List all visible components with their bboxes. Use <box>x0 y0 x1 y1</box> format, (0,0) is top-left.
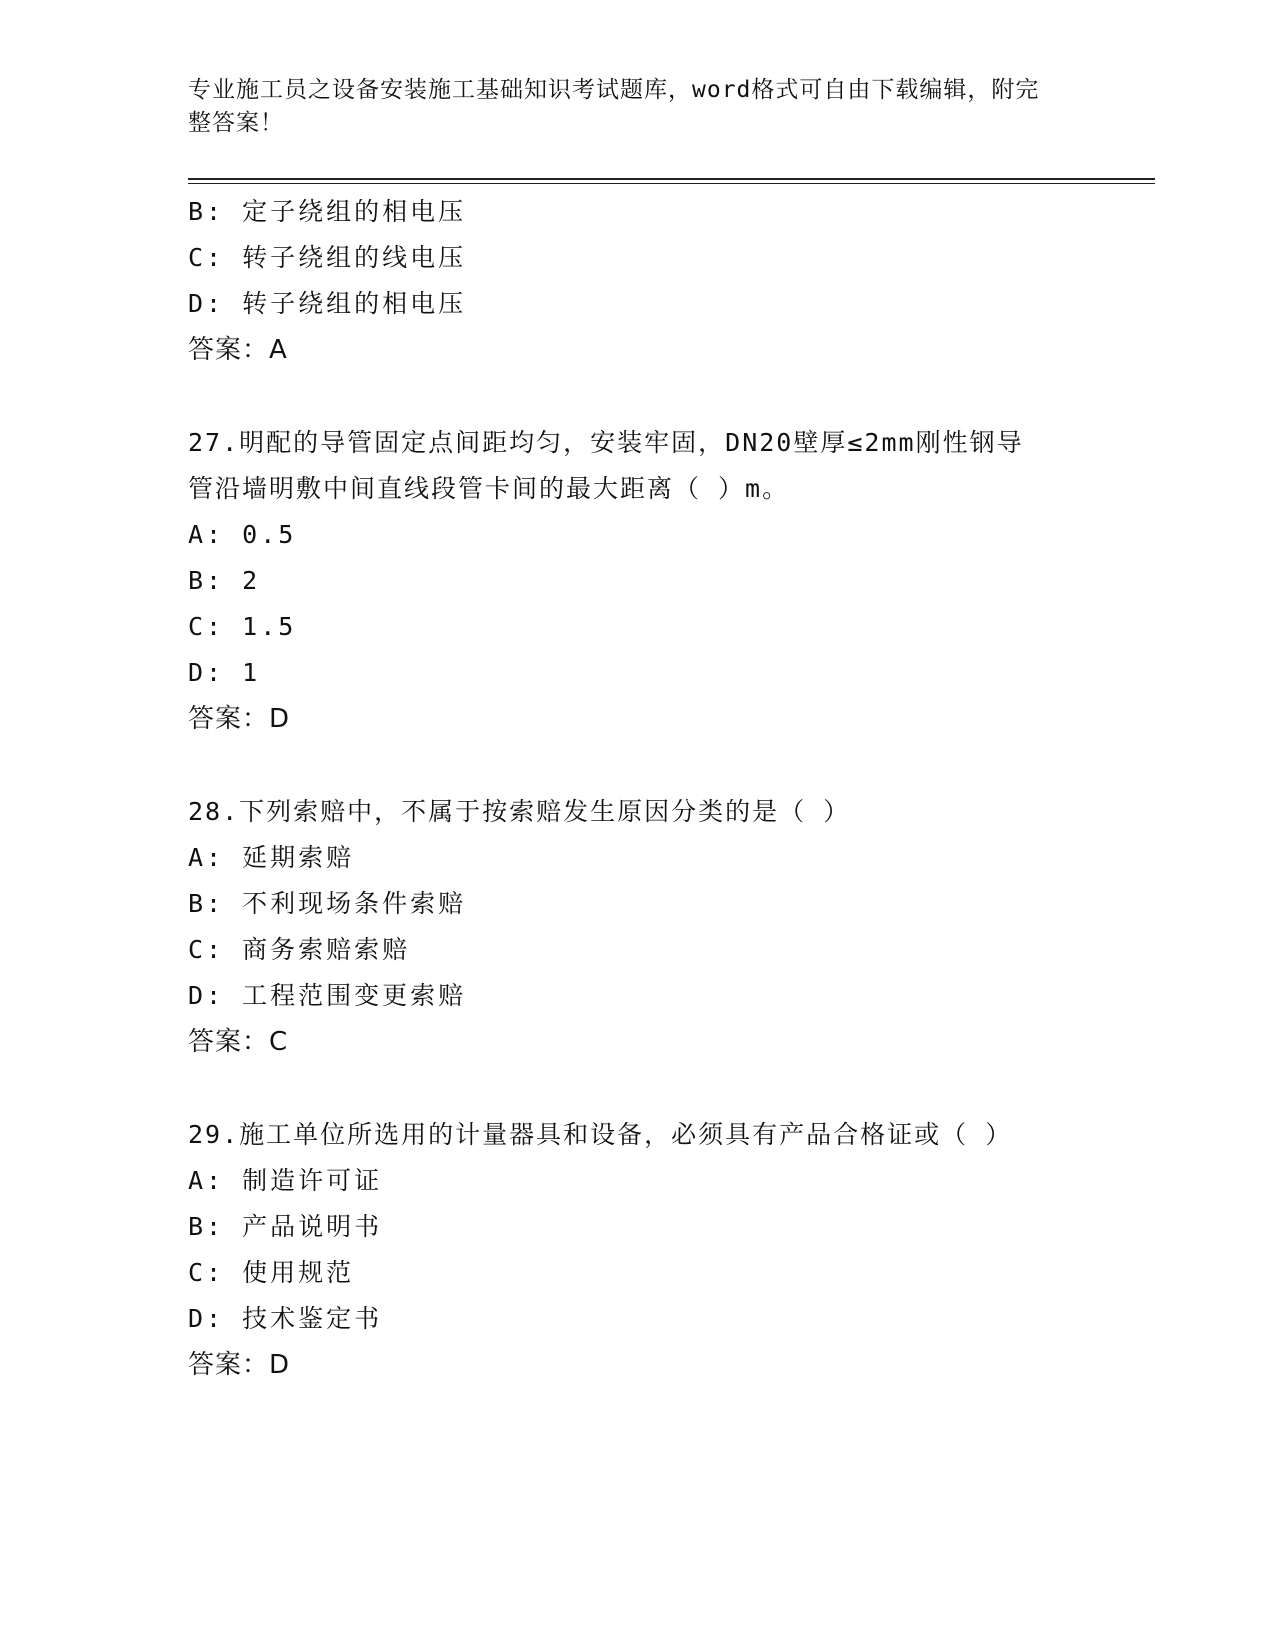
previous-question-block <box>188 189 1088 373</box>
option-c: C: 商务索赔索赔 <box>188 935 411 964</box>
question-text-line-1: 27.明配的导管固定点间距均匀，安装牢固，DN20壁厚≤2mm刚性钢导 <box>188 428 1024 457</box>
answer-line: 答案：C <box>188 1027 289 1057</box>
option-d: D: 工程范围变更索赔 <box>188 981 467 1010</box>
document-header <box>188 74 1068 140</box>
option-a: A: 制造许可证 <box>188 1166 383 1195</box>
header-line-2: 整答案！ <box>188 110 284 136</box>
option-b: B: 2 <box>188 566 261 595</box>
answer-line: 答案：A <box>188 335 288 365</box>
question-27 <box>188 420 1088 742</box>
option-b: B: 不利现场条件索赔 <box>188 889 467 918</box>
answer-line: 答案：D <box>188 704 291 734</box>
option-a: A: 0.5 <box>188 520 297 549</box>
question-28 <box>188 789 1088 1065</box>
header-divider-thin <box>188 183 1155 184</box>
question-text-line-1: 28.下列索赔中，不属于按索赔发生原因分类的是（ ） <box>188 797 851 826</box>
option-d: D: 1 <box>188 658 261 687</box>
answer-line: 答案：D <box>188 1350 291 1380</box>
question-list <box>188 189 1088 1388</box>
question-text-line-2: 管沿墙明敷中间直线段管卡间的最大距离（ ）m。 <box>188 474 790 503</box>
option-a: A: 延期索赔 <box>188 843 355 872</box>
question-29 <box>188 1112 1088 1388</box>
option-b: B: 产品说明书 <box>188 1212 383 1241</box>
question-text-line-1: 29.施工单位所选用的计量器具和设备，必须具有产品合格证或（ ） <box>188 1120 1013 1149</box>
option-b: B: 定子绕组的相电压 <box>188 197 467 226</box>
option-d: D: 转子绕组的相电压 <box>188 289 467 318</box>
option-c: C: 1.5 <box>188 612 297 641</box>
header-divider-thick <box>188 178 1155 180</box>
option-d: D: 技术鉴定书 <box>188 1304 383 1333</box>
option-c: C: 转子绕组的线电压 <box>188 243 467 272</box>
header-line-1: 专业施工员之设备安装施工基础知识考试题库，word格式可自由下载编辑，附完 <box>188 77 1040 103</box>
option-c: C: 使用规范 <box>188 1258 355 1287</box>
